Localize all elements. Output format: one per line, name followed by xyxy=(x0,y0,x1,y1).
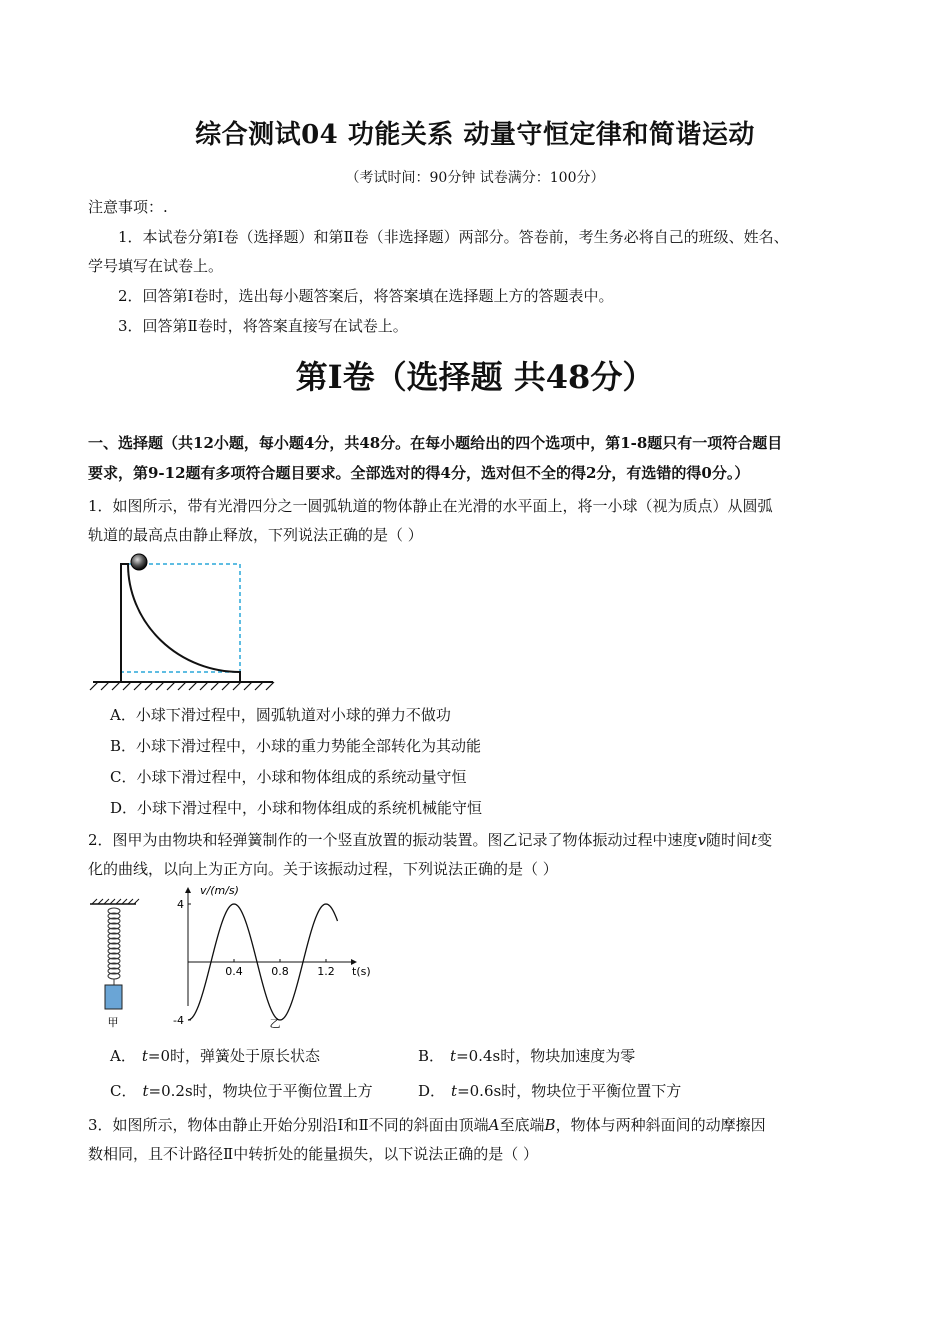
q1-ball xyxy=(131,554,147,570)
q2-option-a-letter: A． xyxy=(110,1047,136,1065)
section-title: 第Ⅰ卷（选择题 共48分） xyxy=(295,358,655,396)
section-instructions-line-2: 要求，第9-12题有多项符合题目要求。全部选对的得4分，选对但不全的得2分，有选错的得0分。） xyxy=(88,464,750,482)
q2-option-d-text: 时，物块位于平衡位置下方 xyxy=(501,1082,682,1100)
q2-option-d-var: t xyxy=(451,1082,458,1100)
q3-stem-part-b: 至底端 xyxy=(499,1116,545,1134)
q2-option-a-eq: =0 xyxy=(147,1047,170,1065)
q2-option-a xyxy=(110,1045,320,1066)
notice-item-3: 3．回答第Ⅱ卷时，将答案直接写在试卷上。 xyxy=(118,317,408,335)
q2-option-a-text: 时，弹簧处于原长状态 xyxy=(170,1047,321,1065)
q2-option-b xyxy=(418,1045,635,1066)
q1-option-b: B．小球下滑过程中，小球的重力势能全部转化为其动能 xyxy=(110,737,482,755)
q2-var-t: t xyxy=(751,831,758,849)
page-title: 综合测试04 功能关系 动量守恒定律和简谐运动 xyxy=(195,120,755,150)
q2-spring-figure xyxy=(88,895,148,1035)
q1-option-d: D．小球下滑过程中，小球和物体组成的系统机械能守恒 xyxy=(110,799,483,817)
q2-y-axis-label: v/(m/s) xyxy=(200,884,239,897)
notice-heading: 注意事项：. xyxy=(88,198,168,216)
q2-vt-graph xyxy=(170,884,390,1034)
q2-x-tick-label: 1.2 xyxy=(317,965,335,978)
q3-point-b: B xyxy=(544,1116,556,1134)
q2-option-b-text: 时，物块加速度为零 xyxy=(500,1047,636,1065)
q3-stem-line-1 xyxy=(88,1114,766,1135)
q1-option-a: A．小球下滑过程中，圆弧轨道对小球的弹力不做功 xyxy=(110,706,451,724)
q3-stem-part-c: ，物体与两种斜面间的动摩擦因 xyxy=(555,1116,766,1134)
q2-block xyxy=(105,985,122,1009)
q2-y-tick-label: 4 xyxy=(177,898,184,911)
q2-option-b-eq: =0.4s xyxy=(456,1047,501,1065)
q2-option-a-var: t xyxy=(141,1047,148,1065)
q2-option-c-eq: =0.2s xyxy=(148,1082,193,1100)
q2-fig-right-label: 乙 xyxy=(269,1017,281,1030)
q3-stem-line-2: 数相同，且不计路径Ⅱ中转折处的能量损失，以下说法正确的是（ ） xyxy=(88,1145,538,1163)
section-instructions-line-1: 一、选择题（共12小题，每小题4分，共48分。在每小题给出的四个选项中，第1-8题只有一项符合题目 xyxy=(88,434,783,452)
q2-option-d-letter: D． xyxy=(418,1082,446,1100)
q1-stem-line-2: 轨道的最高点由静止释放，下列说法正确的是（ ） xyxy=(88,526,423,544)
q1-arc-track-block xyxy=(121,564,240,682)
q2-stem-line-1 xyxy=(88,829,772,850)
q1-figure xyxy=(88,553,278,693)
q1-option-c: C．小球下滑过程中，小球和物体组成的系统动量守恒 xyxy=(110,768,467,786)
q2-option-b-var: t xyxy=(450,1047,457,1065)
q2-var-v: v xyxy=(697,831,707,849)
q1-ground-hatching xyxy=(90,682,274,690)
q2-option-c xyxy=(110,1080,373,1101)
q2-x-axis-label: t(s) xyxy=(352,965,371,978)
q2-stem-part-c: 变 xyxy=(757,831,773,849)
q2-stem-part-b: 随时间 xyxy=(706,831,752,849)
q3-stem-part-a: 3．如图所示，物体由静止开始分别沿Ⅰ和Ⅱ不同的斜面由顶端 xyxy=(88,1116,489,1134)
notice-item-1-line-2: 学号填写在试卷上。 xyxy=(88,257,224,275)
q2-stem-line-2: 化的曲线，以向上为正方向。关于该振动过程，下列说法正确的是（ ） xyxy=(88,860,558,878)
q3-point-a: A xyxy=(488,1116,500,1134)
q2-option-c-var: t xyxy=(142,1082,149,1100)
notice-item-2: 2．回答第Ⅰ卷时，选出每小题答案后，将答案填在选择题上方的答题表中。 xyxy=(118,287,614,305)
q1-stem-line-1: 1．如图所示，带有光滑四分之一圆弧轨道的物体静止在光滑的水平面上，将一小球（视为质点）从圆弧 xyxy=(88,497,773,515)
q2-option-c-letter: C． xyxy=(110,1082,137,1100)
exam-info: （考试时间：90分钟 试卷满分：100分） xyxy=(345,170,605,186)
q2-option-c-text: 时，物块位于平衡位置上方 xyxy=(192,1082,373,1100)
q2-option-b-letter: B． xyxy=(418,1047,445,1065)
q2-y-tick-label: -4 xyxy=(173,1014,184,1027)
q2-option-d xyxy=(418,1080,681,1101)
q2-option-d-eq: =0.6s xyxy=(457,1082,502,1100)
q2-stem-part-a: 2．图甲为由物块和轻弹簧制作的一个竖直放置的振动装置。图乙记录了物体振动过程中速度 xyxy=(88,831,698,849)
q2-spring-coil xyxy=(108,908,120,979)
notice-item-1-line-1: 1．本试卷分第Ⅰ卷（选择题）和第Ⅱ卷（非选择题）两部分。答卷前，考生务必将自己的班级、姓名、 xyxy=(118,228,789,246)
q2-x-tick-label: 0.8 xyxy=(271,965,289,978)
q2-fig-left-label: 甲 xyxy=(107,1016,119,1029)
q2-x-tick-label: 0.4 xyxy=(225,965,243,978)
